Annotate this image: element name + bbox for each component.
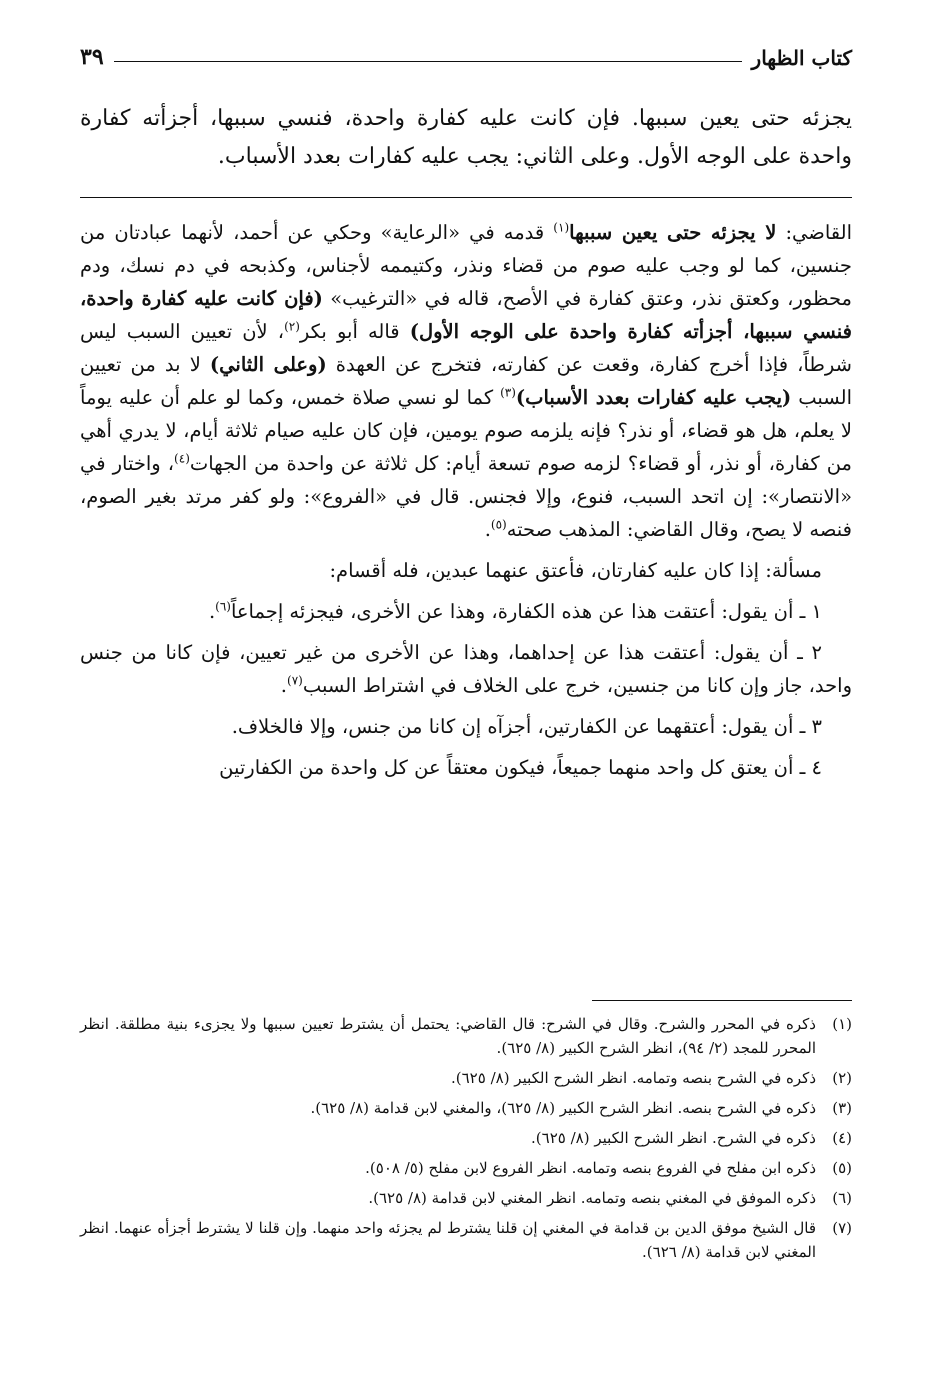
bold-quote: لا يجزئه حتى يعين سببها — [569, 221, 777, 244]
footnote-ref[interactable]: (٢) — [284, 319, 300, 334]
issue-heading: مسألة: إذا كان عليه كفارتان، فأعتق عنهما عبدين، فله أقسام: — [329, 559, 822, 582]
footnote — [80, 1066, 852, 1090]
text-span: ، لأن تعيين السبب ليس شرطاً، فإذا أخرج كفارة، وقعت عن كفارته، فتخرج عن العهدة — [80, 320, 852, 376]
text-span: . — [484, 518, 491, 541]
division-4: ٤ ـ أن يعتق كل واحد منهما جميعاً، فيكون معتقاً عن كل واحدة من الكفارتين — [219, 756, 822, 779]
footnote-ref[interactable]: (٤) — [174, 451, 190, 466]
division-3: ٣ ـ أن يقول: أعتقهما عن الكفارتين، أجزآه إن كانا من جنس، وإلا فالخلاف. — [231, 715, 822, 738]
footnote-text: ذكره في المحرر والشرح. وقال في الشرح: قال القاضي: يحتمل أن يشترط تعيين سببها ولا يجزىء بنية مطلقة. انظر المحرر للمجد (٢/ ٩٤)، انظر الشرح الكبير (٨/ ٦٢٥). — [80, 1015, 816, 1057]
header-rule — [114, 61, 742, 62]
division-2 — [80, 636, 852, 702]
footnote — [80, 1156, 852, 1180]
text-span: القاضي: — [776, 221, 852, 244]
footnote-text: قال الشيخ موفق الدين بن قدامة في المغني إن قلنا يشترط لم يجزئه واحد منهما. وإن قلنا لا يشترط أجزأه عنهما. انظر المغني لابن قدامة (٨/ ٦٢٦). — [80, 1219, 816, 1261]
text-span: . — [208, 600, 216, 623]
footnote-rule — [592, 1000, 852, 1001]
footnote-number: (٧) — [832, 1219, 852, 1237]
footnotes — [80, 1012, 852, 1270]
section-divider — [80, 197, 852, 198]
footnote-ref[interactable]: (٥) — [490, 517, 507, 532]
text-span: لا بد من تعيين السبب — [80, 353, 852, 409]
text-span: ١ ـ أن يقول: أعتقت هذا عن هذه الكفارة، وهذا عن الأخرى، فيجزئه إجماعاً — [230, 600, 822, 623]
text-span: ، واختار في «الانتصار»: إن اتحد السبب، فنوع، وإلا فجنس. قال في «الفروع»: ولو كفر مرتد بغير الصوم، فنصه لا يصح، وقال القاضي: المذهب صحته — [80, 452, 852, 541]
footnote — [80, 1216, 852, 1264]
footnote-number: (٣) — [832, 1099, 852, 1117]
footnote — [80, 1012, 852, 1060]
bold-quote: (وعلى الثاني) — [209, 353, 327, 376]
footnote-ref[interactable]: (٧) — [287, 673, 303, 688]
bold-quote: (فإن كانت عليه كفارة واحدة، فنسي سببها، أجزأته كفارة واحدة على الوجه الأول) — [80, 287, 852, 343]
footnote-ref[interactable]: (٣) — [500, 385, 516, 400]
footnote — [80, 1126, 852, 1150]
footnote-ref[interactable]: (٦) — [215, 599, 231, 614]
running-header — [80, 38, 852, 70]
footnote-text: ذكره ابن مفلح في الفروع بنصه وتمامه. انظر الفروع لابن مفلح (٥/ ٥٠٨). — [365, 1159, 816, 1177]
footnote-number: (٥) — [832, 1159, 852, 1177]
footnote-number: (٢) — [832, 1069, 852, 1087]
chapter-title: كتاب الظهار — [751, 46, 852, 70]
bold-quote: (يجب عليه كفارات بعدد الأسباب) — [515, 386, 792, 409]
footnote — [80, 1186, 852, 1210]
commentary-paragraph — [80, 216, 852, 546]
commentary — [80, 216, 852, 792]
footnote-ref[interactable]: (١) — [553, 220, 570, 235]
main-text: يجزئه حتى يعين سببها. فإن كانت عليه كفارة واحدة، فنسي سببها، أجزأته كفارة واحدة على الوجه الأول. وعلى الثاني: يجب عليه كفارات بعدد الأسباب. — [80, 106, 852, 169]
text-span: . — [280, 674, 287, 697]
footnote-text: ذكره في الشرح بنصه وتمامه. انظر الشرح الكبير (٨/ ٦٢٥). — [451, 1069, 816, 1087]
footnote-text: ذكره في الشرح بنصه. انظر الشرح الكبير (٨/ ٦٢٥)، والمغني لابن قدامة (٨/ ٦٢٥). — [310, 1099, 816, 1117]
text-span: قدمه في «الرعاية» وحكي عن أحمد، لأنهما عبادتان من جنسين، كما لو وجب عليه صوم من قضاء ونذر، وكتيممه لأجناس، وكذبحه في دم نسك، ودم محظور، وكعتق نذر، وعتق كفارة في الأصح، قاله في «الترغيب» — [80, 221, 852, 310]
text-span: كما لو نسي صلاة خمس، وكما لو علم أن عليه يوماً لا يعلم، هل هو قضاء، أو نذر؟ فإنه يلزمه صوم يومين، فإن كان عليه صيام ثلاثة أيام، لا يدري أهي من كفارة، أو نذر، أو قضاء؟ لزمه صوم تسعة أيام: كل ثلاثة عن واحدة من الجهات — [80, 386, 852, 475]
footnote — [80, 1096, 852, 1120]
text-span: ٢ ـ أن يقول: أعتقت هذا عن إحداهما، وهذا عن الأخرى من غير تعيين، فإن كانا من جنس واحد، جاز وإن كانا من جنسين، خرج على الخلاف في اشتراط السبب — [80, 641, 852, 697]
footnote-text: ذكره في الشرح. انظر الشرح الكبير (٨/ ٦٢٥). — [531, 1129, 816, 1147]
footnote-number: (٤) — [832, 1129, 852, 1147]
footnote-number: (٦) — [832, 1189, 852, 1207]
footnote-number: (١) — [832, 1015, 852, 1033]
text-span: قاله أبو بكر — [299, 320, 410, 343]
division-1 — [80, 595, 852, 628]
footnote-text: ذكره الموفق في المغني بنصه وتمامه. انظر المغني لابن قدامة (٨/ ٦٢٥). — [368, 1189, 816, 1207]
page-number: ٣٩ — [80, 44, 104, 70]
